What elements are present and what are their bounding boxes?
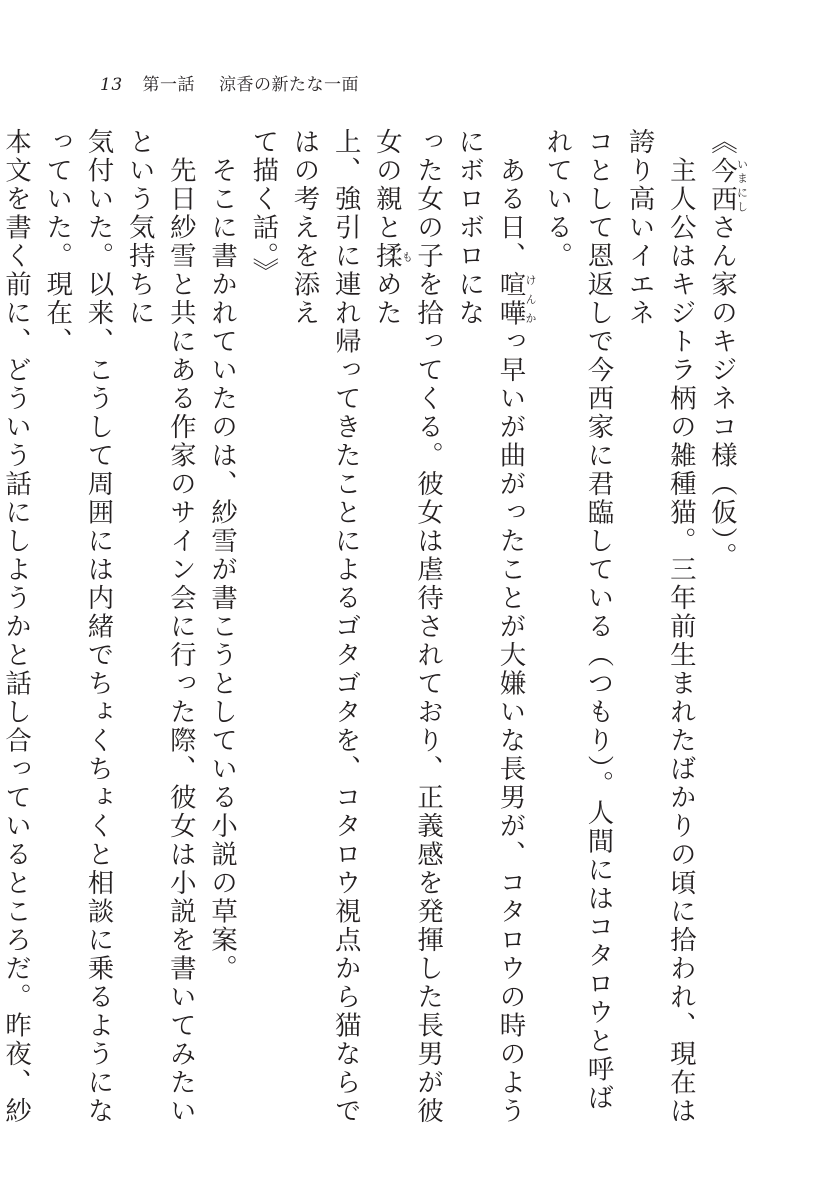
- text-segment: ある日、: [494, 128, 526, 271]
- text-line: [284, 128, 366, 1128]
- text-segment: そこに書かれていたのは、紗雪が書こうとしている小説の草案。: [206, 128, 238, 983]
- running-head: [100, 72, 359, 98]
- text-segment: コとして恩返しで今西家に君臨している（つもり）。人間にはコタロウと呼ばれている。: [541, 128, 614, 1113]
- text-line: [0, 128, 37, 1128]
- chapter-label: 第一話: [142, 75, 196, 95]
- text-segment: 気付いた。以来、こうして周囲には内緒でちょくちょくと相談に乗るようになっていた。現在、: [41, 128, 114, 1126]
- text-line: [366, 128, 448, 1128]
- text-line: [243, 128, 284, 1128]
- ruby-base: 喧嘩: [494, 270, 526, 328]
- ruby-word: [371, 242, 414, 271]
- chapter-title: 涼香の新たな一面: [218, 75, 359, 95]
- body-text: [0, 128, 749, 1128]
- text-segment: 先日紗雪と共にある作家のサイン会に行った際、彼女は小説を書いてみたいという気持ちに: [124, 128, 197, 1126]
- text-line: [701, 128, 748, 1128]
- text-line: [536, 128, 618, 1128]
- text-segment: った女の子を拾ってくる。彼女は虐待されており、正義感を発揮した長男が彼女の親と: [371, 128, 444, 1126]
- text-segment: っ早いが曲がったことが大嫌いな長男が、コタロウの時のようにボロボロにな: [453, 128, 526, 1126]
- ruby-word: [494, 270, 537, 328]
- text-segment: 主人公はキジトラ柄の雑種猫。三年前生まれたばかりの頃に拾われ、現在は誇り高いイエネ: [624, 128, 697, 1126]
- page-number: 13: [100, 75, 123, 95]
- text-line: [449, 128, 537, 1128]
- text-segment: めた: [371, 270, 403, 328]
- text-line: [119, 128, 201, 1128]
- ruby-reading: も: [400, 242, 414, 271]
- text-segment: て描く話。》: [247, 128, 279, 286]
- ruby-base: 揉: [371, 242, 403, 271]
- ruby-word: [706, 156, 749, 214]
- ruby-reading: けんか: [523, 270, 537, 328]
- text-line: [619, 128, 701, 1128]
- text-line: [37, 128, 119, 1128]
- text-line: [201, 128, 242, 1128]
- text-segment: 本文を書く前に、どういう話にしようかと話し合っているところだ。昨夜、紗: [0, 128, 32, 1126]
- text-segment: 《: [706, 128, 738, 157]
- text-segment: さん家のキジネコ様（仮）。: [706, 213, 738, 571]
- text-segment: 上、強引に連れ帰ってきたことによるゴタゴタを、コタロウ視点から猫ならではの考えを添え: [288, 128, 362, 1126]
- ruby-reading: いまにし: [735, 156, 749, 214]
- ruby-base: 今西: [706, 156, 738, 214]
